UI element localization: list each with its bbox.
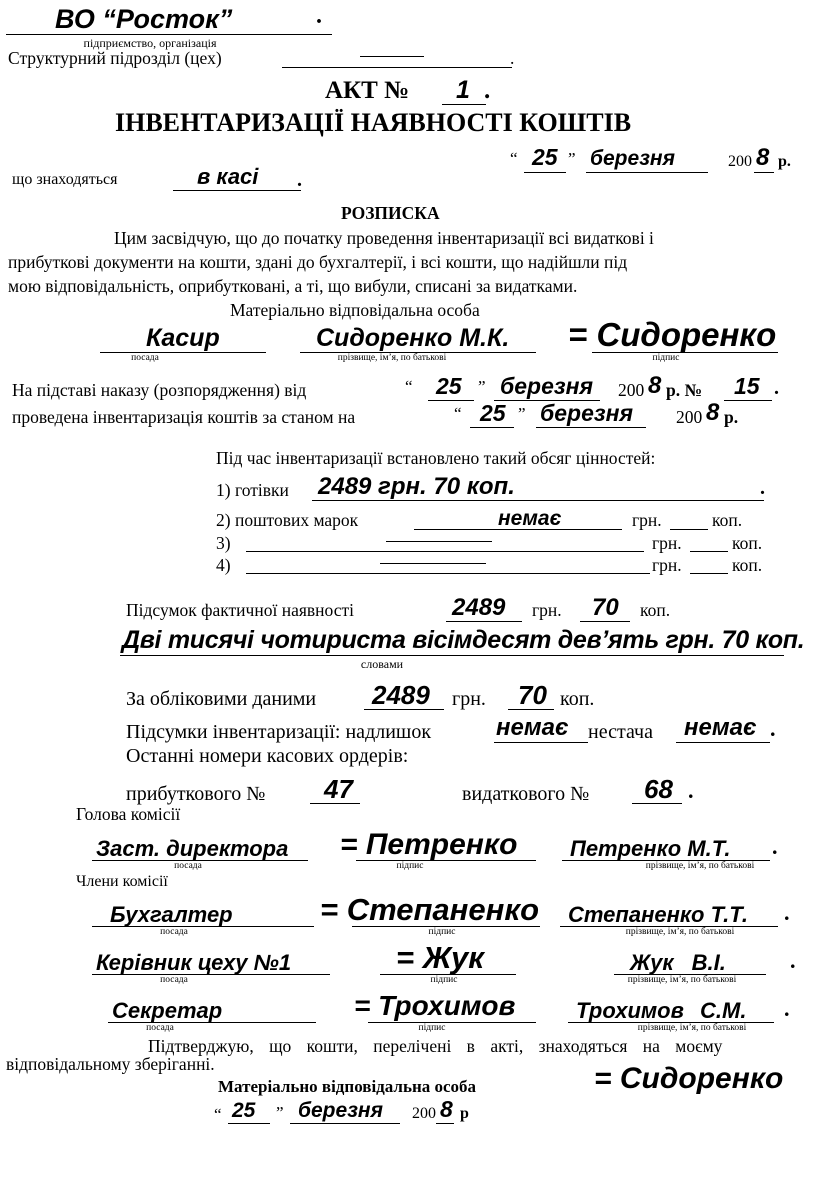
- dept-label: Структурний підрозділ (цех): [8, 48, 222, 68]
- actual-grn-label: грн.: [532, 600, 562, 620]
- surplus-underline: [494, 742, 588, 743]
- item2-value: немає: [498, 507, 562, 530]
- confirmation-day: 25: [232, 1099, 256, 1122]
- confirmation-day-underline: [228, 1123, 270, 1124]
- dept-dash: [360, 56, 424, 57]
- item1-dot: .: [760, 477, 765, 499]
- commission-row-1-name: Степаненко Т.Т.: [568, 902, 749, 927]
- surplus-value: немає: [496, 714, 569, 741]
- item3-kop: коп.: [732, 533, 763, 553]
- receipt-signature-underline: [592, 352, 778, 353]
- income-number: 47: [324, 774, 353, 804]
- act-number: 1: [456, 76, 470, 104]
- actual-kop: 70: [592, 594, 619, 621]
- act-subtitle: ІНВЕНТАРИЗАЦІЇ НАЯВНОСТІ КОШТІВ: [115, 108, 632, 137]
- org-name: ВО “Росток”: [55, 4, 233, 34]
- actual-label: Підсумок фактичної наявності: [126, 600, 354, 620]
- item4-kop-underline: [690, 573, 728, 574]
- commission-row-1-signature: = Степаненко: [320, 892, 540, 927]
- commission-row-3-dot: .: [784, 996, 790, 1021]
- order-year-prefix: 200: [618, 380, 645, 400]
- confirmation-person-label: Матеріально відповідальна особа: [218, 1077, 477, 1096]
- order-year-suffix: р. №: [666, 380, 703, 400]
- commission-row-0-signature: = Петренко: [340, 828, 518, 861]
- item3-grn: грн.: [652, 533, 682, 553]
- expense-underline: [632, 803, 682, 804]
- order-day-underline: [428, 400, 474, 401]
- commission-row-0-signature-underline: [356, 860, 536, 861]
- actual-kop-underline: [580, 621, 630, 622]
- confirmation-close-quote: ”: [276, 1103, 284, 1122]
- commission-row-3-signature-caption: підпис: [418, 1023, 446, 1033]
- income-label: прибуткового №: [126, 783, 266, 805]
- commission-row-2-position-underline: [92, 974, 330, 975]
- receipt-name: Сидоренко М.К.: [316, 324, 510, 352]
- item4-underline: [246, 573, 650, 574]
- order-dot: .: [774, 377, 779, 399]
- in-words-caption: словами: [360, 657, 404, 671]
- date-top-open-quote: “: [510, 149, 518, 168]
- commission-row-2-signature-caption: підпис: [430, 975, 458, 985]
- commission-row-3-signature: = Трохимов: [354, 990, 516, 1021]
- commission-row-1-dot: .: [784, 900, 790, 925]
- date-top-day: 25: [532, 144, 558, 170]
- actual-grn: 2489: [452, 594, 506, 621]
- confirmation-line-1: Підтверджую, що кошти, перелічені в акті, знаходяться на моєму: [148, 1036, 723, 1056]
- commission-row-1-position: Бухгалтер: [110, 902, 233, 927]
- location-label: що знаходяться: [12, 171, 118, 188]
- commission-row-2-position: Керівник цеху №1: [96, 950, 292, 975]
- state-day: 25: [480, 400, 506, 426]
- item1-value: 2489 грн. 70 коп.: [318, 473, 515, 500]
- act-number-underline: [442, 104, 486, 105]
- item4-grn: грн.: [652, 555, 682, 575]
- confirmation-year-digit: 8: [440, 1096, 453, 1122]
- actual-in-words: Дві тисячі чотириста вісімдесят дев’ять грн. 70 коп.: [122, 626, 805, 654]
- expense-number: 68: [644, 774, 673, 804]
- income-underline: [310, 803, 360, 804]
- orders-label: Останні номери касових ордерів:: [126, 745, 409, 767]
- commission-row-1-name-caption: прізвище, ім’я, по батькові: [625, 927, 735, 937]
- item3-dash: [386, 541, 492, 542]
- confirmation-month-underline: [290, 1123, 400, 1124]
- date-top-month-underline: [586, 172, 708, 173]
- confirmation-year-underline: [436, 1123, 454, 1124]
- dept-underline: [282, 67, 512, 68]
- shortage-dot: .: [770, 716, 776, 741]
- location-underline: [173, 190, 301, 191]
- order-year-digit: 8: [648, 372, 662, 399]
- date-top-year-underline: [754, 172, 774, 173]
- order-number: 15: [734, 373, 760, 399]
- shortage-value: немає: [684, 714, 757, 741]
- commission-row-1-signature-caption: підпис: [428, 927, 456, 937]
- commission-row-2-signature: = Жук: [396, 940, 485, 975]
- commission-row-0-name: Петренко М.Т.: [570, 836, 731, 861]
- commission-row-3-position-underline: [108, 1022, 316, 1023]
- receipt-heading: РОЗПИСКА: [341, 203, 440, 223]
- receipt-position: Касир: [146, 324, 220, 352]
- date-top-year-digit: 8: [756, 144, 770, 171]
- confirmation-signature: = Сидоренко: [594, 1062, 784, 1095]
- order-number-underline: [724, 400, 772, 401]
- commission-row-1-position-underline: [92, 926, 314, 927]
- commission-row-2-name-caption: прізвище, ім’я, по батькові: [627, 975, 737, 985]
- state-open-quote: “: [454, 404, 462, 423]
- actual-kop-label: коп.: [640, 600, 671, 620]
- date-top-year-suffix: р.: [778, 153, 791, 170]
- book-kop-underline: [508, 709, 554, 710]
- order-close-quote: ”: [478, 377, 486, 396]
- order-label: На підставі наказу (розпорядження) від: [12, 380, 307, 400]
- receipt-line-1: Цим засвідчую, що до початку проведення інвентаризації всі видаткові і: [114, 228, 654, 248]
- receipt-name-caption: прізвище, ім’я, по батькові: [337, 353, 447, 363]
- receipt-signature-caption: підпис: [652, 353, 680, 363]
- state-day-underline: [470, 427, 514, 428]
- state-year-suffix: р.: [724, 407, 739, 427]
- state-year-digit: 8: [706, 399, 720, 426]
- commission-row-3-position-caption: посада: [146, 1023, 174, 1033]
- state-close-quote: ”: [518, 404, 526, 423]
- location-dot: .: [297, 169, 302, 191]
- expense-dot: .: [688, 778, 694, 803]
- commission-row-2-dot: .: [790, 948, 796, 973]
- org-caption: підприємство, організація: [83, 36, 217, 50]
- book-grn-underline: [364, 709, 444, 710]
- commission-members-label: Члени комісії: [76, 873, 168, 890]
- receipt-position-underline: [100, 352, 266, 353]
- commission-row-0-dot: .: [772, 834, 778, 859]
- receipt-signature: = Сидоренко: [568, 316, 777, 353]
- item2-grn: грн.: [632, 510, 662, 530]
- commission-row-0-name-caption: прізвище, ім’я, по батькові: [645, 861, 755, 871]
- expense-label: видаткового №: [462, 783, 590, 805]
- item4-dash: [380, 563, 486, 564]
- item4-kop: коп.: [732, 555, 763, 575]
- shortage-underline: [676, 742, 770, 743]
- commission-row-0-signature-caption: підпис: [396, 861, 424, 871]
- values-intro: Під час інвентаризації встановлено такий обсяг цінностей:: [216, 448, 656, 468]
- item2-underline: [414, 529, 622, 530]
- result-label: Підсумки інвентаризації: надлишок: [126, 721, 432, 743]
- commission-row-3-name-caption: прізвище, ім’я, по батькові: [637, 1023, 747, 1033]
- receipt-line-2: прибуткові документи на кошти, здані до бухгалтерії, і всі кошти, що надійшли під: [8, 252, 628, 272]
- org-dot: .: [316, 3, 322, 29]
- book-kop: 70: [518, 680, 547, 710]
- item2-kop: коп.: [712, 510, 743, 530]
- state-label: проведена інвентаризація коштів за станом на: [12, 407, 356, 427]
- book-label: За обліковими даними: [126, 688, 317, 710]
- item1-label: 1) готівки: [216, 480, 289, 500]
- commission-row-2-name: Жук В.І.: [630, 950, 726, 975]
- state-month-underline: [536, 427, 646, 428]
- order-open-quote: “: [405, 377, 413, 396]
- commission-row-3-signature-underline: [368, 1022, 536, 1023]
- state-year-prefix: 200: [676, 407, 703, 427]
- commission-row-0-position: Заст. директора: [96, 836, 289, 861]
- shortage-label: нестача: [588, 721, 653, 743]
- location-value: в касі: [197, 164, 259, 189]
- commission-row-3-position: Секретар: [112, 998, 223, 1023]
- dept-dot: .: [510, 48, 515, 68]
- item2-kop-underline: [670, 529, 708, 530]
- actual-grn-underline: [446, 621, 522, 622]
- item2-label: 2) поштових марок: [216, 510, 359, 530]
- org-underline: [6, 34, 332, 35]
- order-month: березня: [500, 373, 594, 399]
- book-kop-label: коп.: [560, 688, 595, 710]
- receipt-position-caption: посада: [131, 353, 159, 363]
- confirmation-year-suffix: р: [460, 1105, 469, 1122]
- order-day: 25: [436, 373, 462, 399]
- commission-row-2-position-caption: посада: [160, 975, 188, 985]
- act-dot: .: [484, 77, 491, 104]
- item3-label: 3): [216, 533, 231, 553]
- book-grn-label: грн.: [452, 688, 486, 710]
- item3-underline: [246, 551, 644, 552]
- confirmation-year-prefix: 200: [412, 1105, 436, 1122]
- item1-underline: [312, 500, 764, 501]
- confirmation-month: березня: [298, 1099, 383, 1122]
- commission-row-0-position-caption: посада: [174, 861, 202, 871]
- confirmation-line-2: відповідальному зберіганні.: [6, 1054, 215, 1074]
- in-words-underline: [120, 655, 784, 656]
- date-top-month: березня: [590, 147, 675, 170]
- commission-row-1-position-caption: посада: [160, 927, 188, 937]
- receipt-line-3: мою відповідальність, оприбутковані, а ті, що вибули, списані за видатками.: [8, 276, 578, 296]
- commission-head-label: Голова комісії: [76, 804, 181, 824]
- confirmation-open-quote: “: [214, 1105, 222, 1124]
- item4-label: 4): [216, 555, 231, 575]
- commission-row-3-name: Трохимов С.М.: [576, 998, 747, 1023]
- date-top-close-quote: ”: [568, 149, 576, 168]
- date-top-day-underline: [524, 172, 566, 173]
- book-grn: 2489: [372, 680, 430, 710]
- item3-kop-underline: [690, 551, 728, 552]
- date-top-year-prefix: 200: [728, 153, 752, 170]
- act-label: АКТ №: [325, 77, 410, 104]
- state-month: березня: [540, 400, 634, 426]
- receipt-person-label: Матеріально відповідальна особа: [230, 300, 480, 320]
